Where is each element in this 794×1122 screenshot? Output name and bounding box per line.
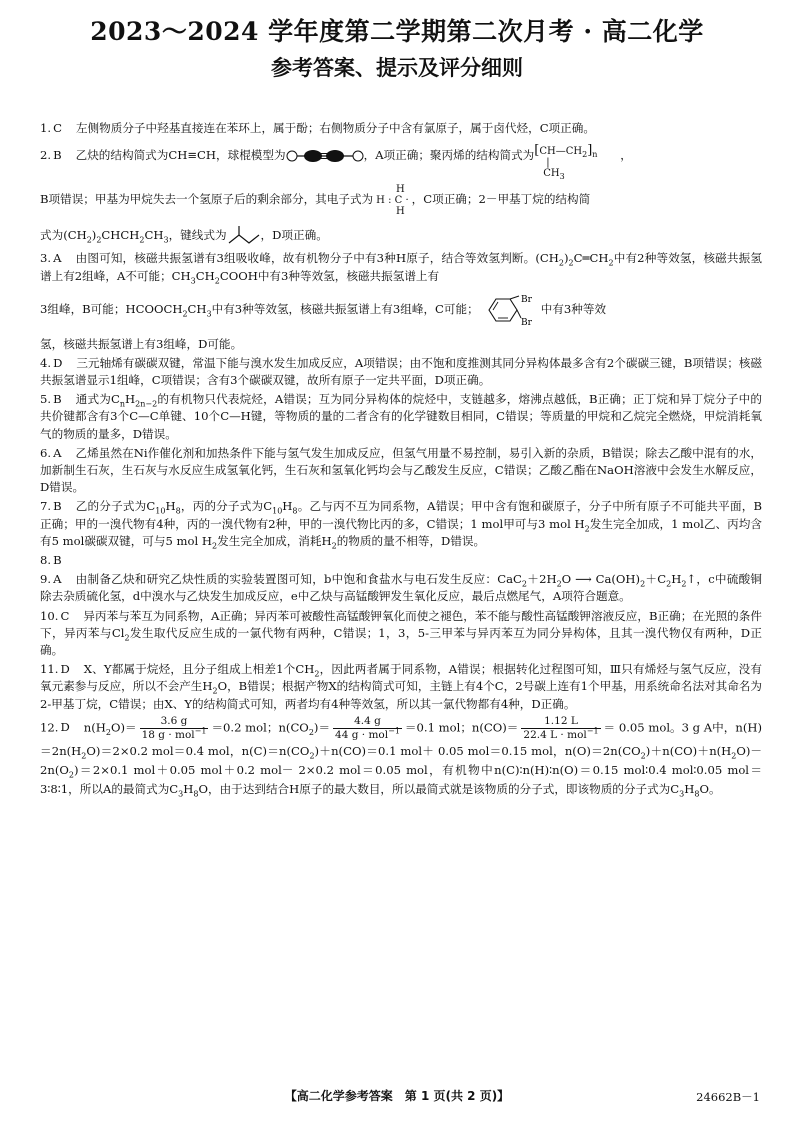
answer-list — [40, 120, 762, 801]
answer-item-12: 12. D $n(H_2O)=$ $\frac{3.6 g}{18 g \cdot mol^{-1}}$ ＝0.2 mol；$n(CO_2)=$ $\frac{4.4 g}{44 g \cdot mol^{-1}}$ ＝0.1 mol；n(CO)＝ $\frac{1.12 L}{22.4 L \cdot mol^{-1}}$ ＝ 0.05 mol。3 g A中，$n(H)=2n(H_2O)=2\times 0.2$ mol＝0.4 mol，$n(C)=n(CO_2)+n(CO)=0.1$ mol＋ 0.05 mol＝0.15 mol，$n(O)=2n(CO_2)+n(CO)+n(H_2O)-2n(O_2)=2\times 0.1$ mol＋0.05 mol＋0.2 mol－ 2×0.2 mol＝0.05 mol，有机物中n(C)∶n(H)∶n(O)＝0.15 mol∶0.4 mol∶0.05 mol＝3∶8∶1，所以A的最简式为$C_3H_8O$，由于达到结合H原子的最大数目，所以最简式就是该物质的分子式，即该物质的分子式为$C_3H_8O$。 — [40, 714, 763, 799]
document-code: 24662B－1 — [696, 1090, 760, 1104]
page-title: 2023～2024 学年度第二学期第二次月考 · 高二化学 — [90, 17, 704, 46]
skeletal-formula-icon — [227, 225, 261, 247]
explanation: 乙烯虽然在Ni作催化剂和加热条件下能与氢气发生加成反应，但氢气用量不易控制，易引入新的杂质，B错误；除去乙酸中混有的水，加新制生石灰，生石灰与水反应生成氢氧化钙，生石灰和氢氧化钙均会与乙酸发生反应，C错误；乙酸乙酯在NaOH溶液中会发生水解反应，D错误。 — [40, 445, 762, 495]
page-subtitle: 参考答案、提示及评分细则 — [271, 56, 523, 80]
explanation: 左侧物质分子中羟基直接连在苯环上，属于酚；右侧物质分子中含有氯原子，属于卤代烃，C项正确。 — [75, 121, 595, 135]
answer-key: B — [53, 392, 62, 407]
ball-and-stick-model-icon — [286, 149, 364, 163]
answer-item-2: 2. B 乙炔的结构简式为CH≡CH，球棍模型为 ，A项正确；聚丙烯的结构简式为$[CH—CH_2]_n$ | $CH_3$， B项错误；甲基为甲烷失去一个氢原子后的剩余部分，其电子式为H H : C · H，C项正确；2－甲基丁烷的结构简 式为$(CH_2)_2CHCH_2CH_3$，键线式为 ，D项正确。 — [40, 139, 762, 247]
answer-key: A — [53, 250, 62, 265]
answer-item-9: 9. A 由制备乙炔和研究乙炔性质的实验装置图可知，b中饱和食盐水与电石发生反应：$CaC_2+2H_2O$ ⟶ $Ca(OH)_2+C_2H_2↑$，c中硫酸铜除去杂质硫化氢，d中溴水与乙炔发生加成反应，e中乙炔与高锰酸钾发生氧化反应，最后点燃尾气，A项符合题意。 — [40, 572, 762, 604]
answer-key: D — [60, 662, 70, 677]
answer-key: D — [53, 355, 63, 370]
answer-key: C — [60, 608, 70, 623]
dibromobenzene-structure-icon — [479, 294, 541, 326]
answer-key: D — [60, 720, 70, 735]
fraction: $\frac{1.12 L}{22.4 L \cdot mol^{-1}}$ — [523, 714, 599, 741]
answer-item-5: 5. B 通式为$C_nH_{2n-2}$的有机物只代表烷烃，A错误；互为同分异构体的烷烃中，支链越多，熔沸点越低，B正确；正丁烷和异丁烷分子中的共价键都含有3个C—C单键、10个C—H键，等物质的量的二者含有的化学键数目相同，C错误；等质量的甲烷和乙烷完全燃烧，甲烷消耗氧气的物质的量多，D错误。 — [40, 392, 763, 441]
svg-text:Br: Br — [520, 294, 532, 305]
answer-item-4: 4. D 三元轴烯有碳碳双键，常温下能与溴水发生加成反应，A项错误；由不饱和度推测其同分异构体最多含有2个碳碳三键，B项错误；核磁共振氢谱显示1组峰，C项错误；含有3个碳碳双键，故所有原子一定共平面，D项正确。 — [40, 355, 762, 387]
answer-item-8: 8. B — [40, 552, 62, 567]
page-footer: 【高二化学参考答案 第 1 页(共 2 页)】 — [284, 1089, 510, 1103]
answer-item-10: 10. C 异丙苯与苯互为同系物，A正确；异丙苯可被酸性高锰酸钾氧化而使之褪色，苯不能与酸性高锰酸钾溶液反应，B正确；在光照的条件下，异丙苯与$Cl_2$发生取代反应生成的一氯代物有两种，C错误；1，3，5-三甲苯与异丙苯互为同分异构体，且其一溴代物仅有两种，D正确。 — [40, 608, 762, 657]
explanation: 三元轴烯有碳碳双键，常温下能与溴水发生加成反应，A项错误；由不饱和度推测其同分异构体最多含有2个碳碳三键，B项错误；核磁共振氢谱显示1组峰，C项错误；含有3个碳碳双键，故所有原子一定共平面，D项正确。 — [40, 355, 762, 387]
fraction: $\frac{3.6 g}{18 g \cdot mol^{-1}}$ — [141, 714, 207, 741]
answer-item-7: 7. B 乙的分子式为$C_{10}H_8$，丙的分子式为$C_{10}H_8$。乙与丙不互为同系物，A错误；甲中含有饱和碳原子，分子中所有原子不可能共平面，B正确；甲的一溴代物有4种，丙的一溴代物有2种，甲的一溴代物比丙的多，C错误；1 mol甲可与3 mol $H_2$发生完全加成，1 mol乙、丙均含有5 mol碳碳双键，可与5 mol $H_2$发生完全加成，消耗$H_2$的物质的量不相等，D错误。 — [40, 499, 762, 551]
answer-key: A — [53, 445, 62, 460]
svg-text:Br: Br — [520, 317, 532, 326]
answer-item-11: 11. D X、Y都属于烷烃，且分子组成上相差1个$CH_2$，因此两者属于同系物，A错误；根据转化过程图可知，Ⅲ只有烯烃与氢气反应，没有氧元素参与反应，所以不会产生$H_2O$，B错误；根据产物X的结构简式可知，主链上有4个C，2号碳上连有1个甲基，用系统命名法对其命名为2-甲基丁烷，C错误；由X、Y的结构简式可知，两者均有4种等效氢，所以其一氯代物都有4种，D正确。 — [40, 662, 762, 711]
answer-key: B — [53, 552, 62, 567]
answer-key: C — [53, 121, 62, 135]
answer-key: A — [53, 572, 62, 587]
fraction: $\frac{4.4 g}{44 g \cdot mol^{-1}}$ — [335, 714, 400, 741]
answer-item-6: 6. A 乙烯虽然在Ni作催化剂和加热条件下能与氢气发生加成反应，但氢气用量不易控制，易引入新的杂质，B错误；除去乙酸中混有的水，加新制生石灰，生石灰与水反应生成氢氧化钙，生石灰和氢氧化钙均会与乙酸发生反应，C错误；乙酸乙酯在NaOH溶液中会发生水解反应，D错误。 — [40, 445, 762, 495]
answer-item-1: 1. C 左侧物质分子中羟基直接连在苯环上，属于酚；右侧物质分子中含有氯原子，属于卤代烃，C项正确。 — [40, 121, 595, 135]
answer-item-3: 3. A 由图可知，核磁共振氢谱有3组吸收峰，故有机物分子中有3种H原子，结合等效氢判断。$(CH_2)_2C═CH_2$中有2种等效氢，核磁共振氢谱上有2组峰，A不可能；$CH_3CH_2COOH$中有3种等效氢，核磁共振氢谱上有 3组峰，B可能；$HCOOCH_2CH_3$中有3种等效氢，核磁共振氢谱上有3组峰，C可能； Br Br 中有3种等效 氢，核磁共振氢谱上有3组峰，D可能。 — [40, 250, 762, 351]
answer-key: B — [53, 148, 62, 163]
answer-key: B — [53, 499, 62, 514]
methyl-electron-formula: H H : C · H — [376, 183, 409, 217]
polypropylene-structure: $[CH—CH_2]_n$ | $CH_3$ — [534, 143, 598, 182]
